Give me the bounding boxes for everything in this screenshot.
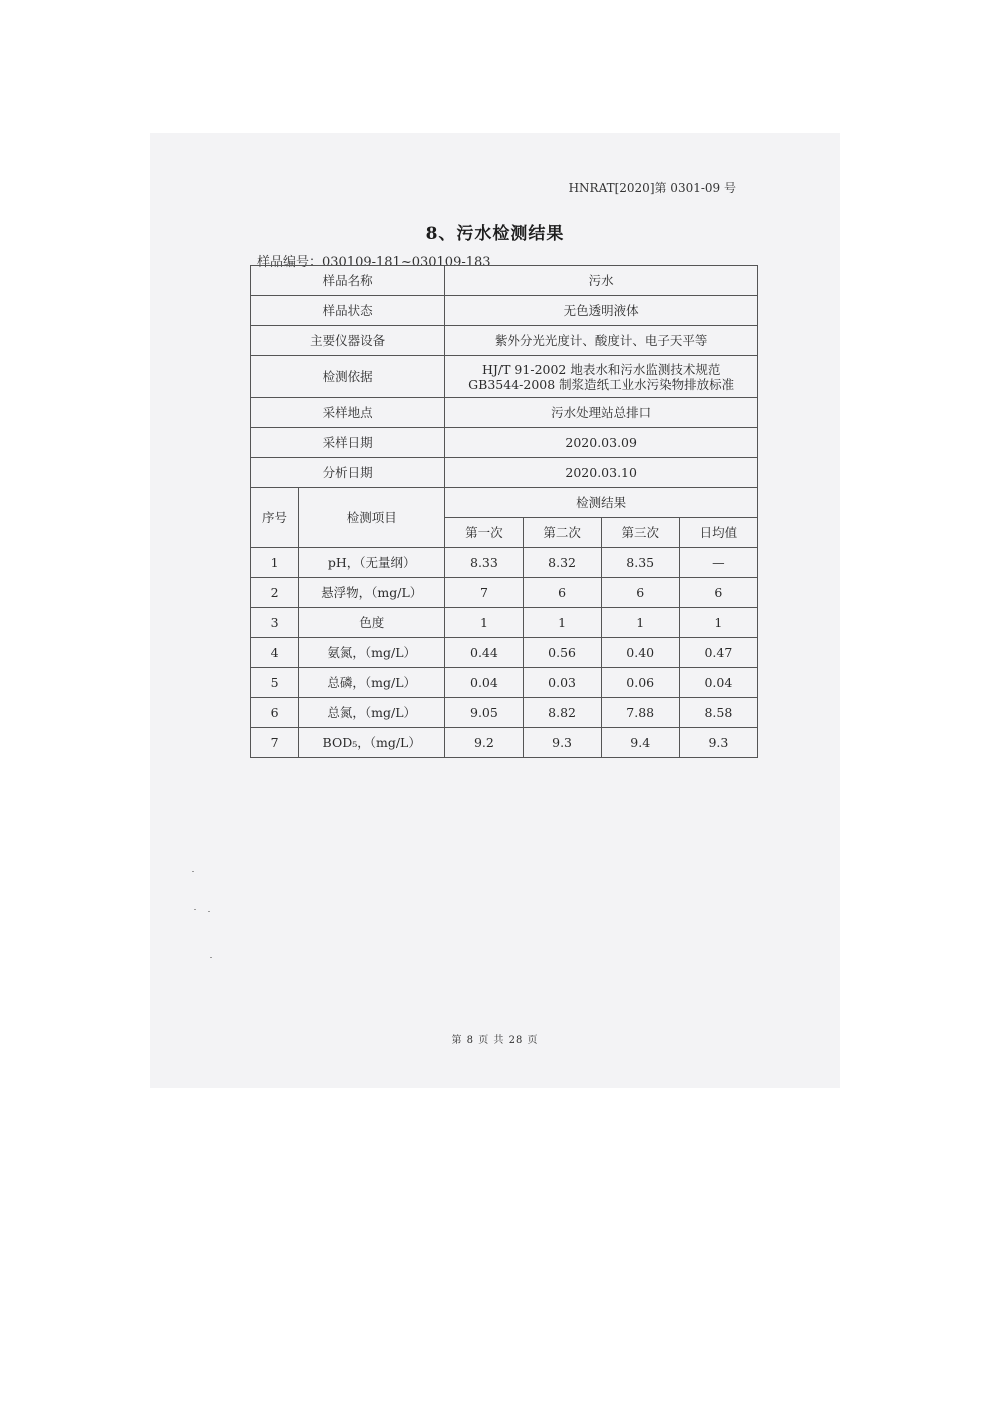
row-value-2: 8.32 [523, 548, 601, 578]
row-value-2: 9.3 [523, 728, 601, 758]
col-header-group: 检测结果 [445, 488, 758, 518]
scan-speck [208, 911, 210, 912]
info-row [251, 326, 758, 356]
row-value-3: 7.88 [601, 698, 679, 728]
info-label: 样品名称 [251, 266, 445, 296]
info-row [251, 398, 758, 428]
row-avg: 1 [679, 608, 757, 638]
row-value-1: 8.33 [445, 548, 523, 578]
row-value-1: 0.44 [445, 638, 523, 668]
row-item: 总磷，（mg/L） [299, 668, 445, 698]
info-row [251, 428, 758, 458]
info-row [251, 266, 758, 296]
info-label: 主要仪器设备 [251, 326, 445, 356]
info-value: 紫外分光光度计、酸度计、电子天平等 [445, 326, 758, 356]
standard-line-1: HJ/T 91-2002 地表水和污水监测技术规范 [482, 361, 721, 377]
row-value-1: 9.05 [445, 698, 523, 728]
page-footer: 第 8 页 共 28 页 [451, 1035, 539, 1046]
info-row [251, 296, 758, 326]
col-header-second: 第二次 [523, 518, 601, 548]
sample-id: 样品编号：030109-181~030109-183 [257, 255, 491, 270]
row-item: 氨氮，（mg/L） [299, 638, 445, 668]
table-row [251, 548, 758, 578]
row-value-1: 7 [445, 578, 523, 608]
row-avg: 8.58 [679, 698, 757, 728]
row-value-3: 1 [601, 608, 679, 638]
table-row [251, 698, 758, 728]
info-label: 采样日期 [251, 428, 445, 458]
row-value-3: 8.35 [601, 548, 679, 578]
info-label: 检测依据 [251, 356, 445, 398]
table-row [251, 578, 758, 608]
info-row [251, 458, 758, 488]
row-avg: 9.3 [679, 728, 757, 758]
col-header-first: 第一次 [445, 518, 523, 548]
row-value-1: 1 [445, 608, 523, 638]
row-no: 4 [251, 638, 299, 668]
row-value-1: 9.2 [445, 728, 523, 758]
table-row [251, 668, 758, 698]
table-row [251, 638, 758, 668]
results-table [250, 265, 758, 758]
row-no: 3 [251, 608, 299, 638]
section-title: 8、污水检测结果 [425, 224, 565, 244]
info-row [251, 356, 758, 398]
row-value-3: 9.4 [601, 728, 679, 758]
row-item: 色度 [299, 608, 445, 638]
scan-speck [192, 871, 194, 872]
scan-speck [210, 957, 212, 958]
col-header-item: 检测项目 [299, 488, 445, 548]
row-value-2: 1 [523, 608, 601, 638]
scan-speck [194, 909, 196, 910]
row-no: 2 [251, 578, 299, 608]
info-label: 分析日期 [251, 458, 445, 488]
info-value: 污水 [445, 266, 758, 296]
row-value-3: 0.40 [601, 638, 679, 668]
info-value: 2020.03.10 [445, 458, 758, 488]
standard-line-2: GB3544-2008 制浆造纸工业水污染物排放标准 [468, 376, 735, 392]
info-value: 污水处理站总排口 [445, 398, 758, 428]
table-row [251, 608, 758, 638]
row-no: 5 [251, 668, 299, 698]
row-no: 7 [251, 728, 299, 758]
col-header-daily-avg: 日均值 [679, 518, 757, 548]
document-number: HNRAT[2020]第 0301-09 号 [568, 181, 736, 195]
row-item: BOD₅，（mg/L） [299, 728, 445, 758]
row-item: 总氮，（mg/L） [299, 698, 445, 728]
info-value: 无色透明液体 [445, 296, 758, 326]
row-item: 悬浮物，（mg/L） [299, 578, 445, 608]
info-value [445, 356, 758, 398]
info-value: 2020.03.09 [445, 428, 758, 458]
col-header-no: 序号 [251, 488, 299, 548]
row-value-3: 6 [601, 578, 679, 608]
row-avg: 0.47 [679, 638, 757, 668]
info-label: 样品状态 [251, 296, 445, 326]
row-no: 1 [251, 548, 299, 578]
results-header-row [251, 488, 758, 518]
row-value-3: 0.06 [601, 668, 679, 698]
row-item: pH，（无量纲） [299, 548, 445, 578]
table-row [251, 728, 758, 758]
row-value-2: 0.56 [523, 638, 601, 668]
row-avg: — [679, 548, 757, 578]
col-header-third: 第三次 [601, 518, 679, 548]
row-value-2: 6 [523, 578, 601, 608]
scanned-page [150, 133, 840, 1088]
row-avg: 6 [679, 578, 757, 608]
info-label: 采样地点 [251, 398, 445, 428]
row-value-2: 0.03 [523, 668, 601, 698]
row-value-1: 0.04 [445, 668, 523, 698]
row-value-2: 8.82 [523, 698, 601, 728]
row-avg: 0.04 [679, 668, 757, 698]
row-no: 6 [251, 698, 299, 728]
